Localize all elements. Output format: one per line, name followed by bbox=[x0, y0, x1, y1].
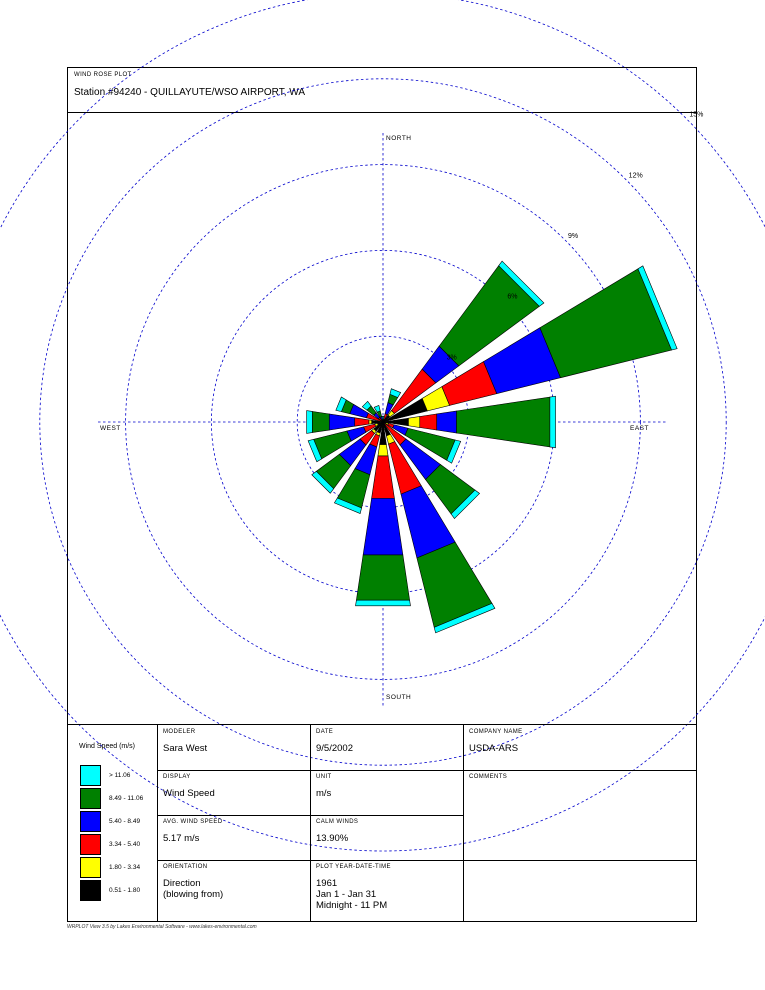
speed-legend bbox=[68, 725, 157, 922]
legend-label: 8.49 - 11.06 bbox=[109, 795, 144, 802]
petal-segment-e bbox=[420, 414, 437, 430]
petal-segment-e bbox=[457, 397, 550, 447]
unit-cell bbox=[310, 770, 463, 815]
modeler-value: Sara West bbox=[163, 743, 208, 754]
plot-header bbox=[68, 68, 696, 113]
display-cell bbox=[157, 770, 310, 815]
west-label: WEST bbox=[100, 425, 121, 432]
calm-winds-value: 13.90% bbox=[316, 833, 349, 844]
legend-title: Wind Speed (m/s) bbox=[79, 743, 136, 750]
petal-segment-w bbox=[307, 411, 313, 434]
legend-swatch bbox=[80, 765, 101, 786]
petal-segment-sse bbox=[417, 542, 492, 627]
unit-value: m/s bbox=[316, 788, 332, 799]
legend-swatch bbox=[80, 811, 101, 832]
station-title: Station #94240 - QUILLAYUTE/WSO AIRPORT, WA bbox=[74, 87, 306, 98]
north-label: NORTH bbox=[386, 135, 412, 142]
avg-speed-label: AVG. WIND SPEED bbox=[163, 819, 223, 825]
avg-speed-value: 5.17 m/s bbox=[163, 833, 200, 844]
comments-cell bbox=[463, 770, 696, 860]
petal-segment-e bbox=[437, 411, 457, 433]
avg-speed-cell bbox=[157, 815, 310, 860]
petal-segment-w bbox=[329, 414, 354, 430]
plot-type-label: WIND ROSE PLOT bbox=[74, 72, 132, 78]
company-cell bbox=[463, 725, 696, 770]
legend-label: 1.80 - 3.34 bbox=[109, 864, 141, 871]
orientation-line-2: (blowing from) bbox=[163, 889, 224, 900]
orientation-cell bbox=[157, 860, 310, 922]
display-label: DISPLAY bbox=[163, 774, 191, 780]
orientation-label: ORIENTATION bbox=[163, 864, 208, 870]
legend-swatch bbox=[80, 834, 101, 855]
orientation-line-1: Direction bbox=[163, 878, 201, 889]
legend-label: 3.34 - 5.40 bbox=[109, 841, 141, 848]
ring-label: 3% bbox=[446, 354, 457, 362]
ring-label: 6% bbox=[507, 293, 518, 301]
empty-cell bbox=[463, 860, 696, 922]
wind-rose-chart bbox=[68, 111, 704, 724]
petal-segment-s bbox=[356, 555, 409, 600]
ring-label: 12% bbox=[628, 172, 643, 180]
unit-label: UNIT bbox=[316, 774, 332, 780]
ring-label: 15% bbox=[689, 111, 704, 119]
date-label: DATE bbox=[316, 729, 334, 735]
orientation-value bbox=[163, 878, 223, 900]
legend-swatch bbox=[80, 857, 101, 878]
modeler-label: MODELER bbox=[163, 729, 196, 735]
petal-segment-e bbox=[550, 396, 556, 448]
software-credit: WRPLOT View 3.5 by Lakes Environmental Software - www.lakes-environmental.com bbox=[67, 924, 257, 930]
legend-swatch bbox=[80, 880, 101, 901]
ring-label: 9% bbox=[568, 232, 579, 240]
south-label: SOUTH bbox=[386, 694, 412, 701]
wind-rose-plot-area bbox=[68, 111, 704, 724]
plot-time-cell bbox=[310, 860, 463, 922]
report-frame bbox=[67, 67, 704, 922]
petal-segment-w bbox=[355, 418, 369, 426]
company-value: USDA-ARS bbox=[469, 743, 519, 754]
east-label: EAST bbox=[630, 425, 649, 432]
plot-hours: Midnight - 11 PM bbox=[316, 900, 388, 911]
calm-winds-label: CALM WINDS bbox=[316, 819, 359, 825]
legend-swatch bbox=[80, 788, 101, 809]
legend-label: 0.51 - 1.80 bbox=[109, 887, 141, 894]
petal-segment-w bbox=[312, 411, 329, 432]
display-value: Wind Speed bbox=[163, 788, 215, 799]
plot-time-label: PLOT YEAR-DATE-TIME bbox=[316, 864, 391, 870]
plot-time-value bbox=[316, 878, 387, 911]
petal-segment-s bbox=[356, 600, 411, 606]
plot-year: 1961 bbox=[316, 878, 338, 889]
plot-dates: Jan 1 - Jan 31 bbox=[316, 889, 377, 900]
date-cell bbox=[310, 725, 463, 770]
calm-winds-cell bbox=[310, 815, 463, 860]
petal-segment-s bbox=[372, 456, 395, 498]
legend-label: > 11.06 bbox=[109, 772, 131, 779]
comments-label: COMMENTS bbox=[469, 774, 508, 780]
date-value: 9/5/2002 bbox=[316, 743, 353, 754]
legend-label: 5.40 - 8.49 bbox=[109, 818, 141, 825]
petal-segment-w bbox=[369, 420, 372, 424]
info-panel bbox=[68, 724, 696, 922]
company-label: COMPANY NAME bbox=[469, 729, 523, 735]
petal-segment-e bbox=[408, 417, 419, 428]
petal-segment-ene bbox=[540, 269, 672, 378]
petal-segment-s bbox=[378, 445, 388, 456]
modeler-cell bbox=[157, 725, 310, 770]
